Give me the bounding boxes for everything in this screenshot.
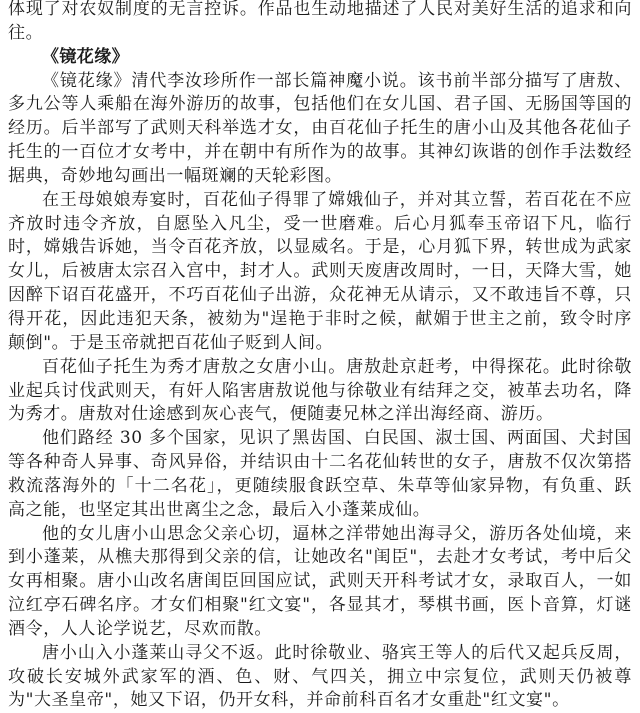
- body-paragraph: 在王母娘娘寿宴时，百花仙子得罪了嫦娥仙子，并对其立誓，若百花在不应齐放时违令齐放，自愿坠入凡尘，受一世磨难。后心月狐奉玉帝诏下凡，临行时，嫦娥告诉她，当令百花齐放，以显威名。于是，心月狐下界，转世成为武家女儿，后被唐太宗召入宫中，封才人。武则天废唐改周时，一日，天降大雪，她因醉下诏百花盛开，不巧百花仙子出游，众花神无从请示，又不敢违旨不尊，只得开花，因此违犯天条，被劾为"逞艳于非时之候，献媚于世主之前，致令时序颠倒"。于是玉帝就把百花仙子贬到人间。: [8, 189, 632, 353]
- body-paragraph: 《镜花缘》清代李汝珍所作一部长篇神魔小说。该书前半部分描写了唐敖、多九公等人乘船在海外游历的故事，包括他们在女儿国、君子国、无肠国等国的经历。后半部写了武则天科举选才女，由百花仙子托生的唐小山及其他各花仙子托生的一百位才女考中，并在朝中有所作为的故事。其神幻诙谐的创作手法数经据典，奇妙地勾画出一幅斑斓的天轮彩图。: [8, 70, 632, 186]
- body-paragraph: 他的女儿唐小山思念父亲心切，逼林之洋带她出海寻父，游历各处仙境，来到小蓬莱，从樵夫那得到父亲的信，让她改名"闺臣"，去赴才女考试，考中后父女再相聚。唐小山改名唐闺臣回国应试，武则天开科考试才女，录取百人，一如泣红亭石碑名序。才女们相聚"红文宴"，各显其才，琴棋书画，医卜音算，灯谜酒令，人人论学说艺，尽欢而散。: [8, 523, 632, 639]
- section-title: 《镜花缘》: [42, 46, 129, 67]
- body-paragraph: 百花仙子托生为秀才唐敖之女唐小山。唐敖赴京赶考，中得探花。此时徐敬业起兵讨伐武则天，有奸人陷害唐敖说他与徐敬业有结拜之交，被革去功名，降为秀才。唐敖对仕途感到灰心丧气，便随妻兄林之洋出海经商、游历。: [8, 356, 632, 425]
- continued-paragraph: 体现了对农奴制度的无言控诉。作品也生动地描述了人民对美好生活的追求和向往。: [8, 0, 632, 43]
- body-paragraph: 唐小山入小蓬莱山寻父不返。此时徐敬业、骆宾王等人的后代又起兵反周，攻破长安城外武家军的酒、色、财、气四关，拥立中宗复位，武则天仍被尊为"大圣皇帝"，她又下诏，仍开女科，并命前科百名才女重赴"红文宴"。: [8, 642, 632, 711]
- body-paragraph: 他们路经 30 多个国家，见识了黑齿国、白民国、淑士国、两面国、犬封国等各种奇人异事、奇风异俗，并结识由十二名花仙转世的女子，唐敖不仅次第搭救流落海外的「十二名花」，更随续服食跃空草、朱草等仙家异物，有负重、跃高之能，也坚定其出世离尘之念，最后入小蓬莱成仙。: [8, 428, 632, 520]
